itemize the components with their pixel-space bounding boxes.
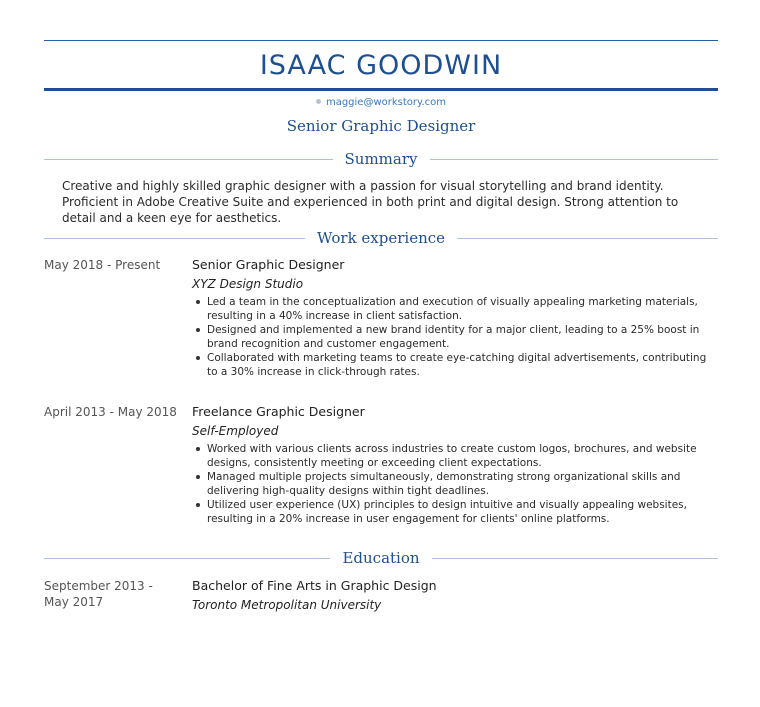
- entry-school: Toronto Metropolitan University: [192, 598, 382, 612]
- top-divider: [44, 40, 718, 41]
- section-divider: [457, 238, 718, 239]
- entry-role: Senior Graphic Designer: [192, 257, 345, 272]
- entry-dates: May 2018 - Present: [44, 258, 161, 272]
- entry-dates: September 2013 - May 2017: [44, 579, 153, 609]
- email-link[interactable]: maggie@workstory.com: [325, 97, 447, 108]
- section-title: Work experience: [316, 229, 446, 247]
- headline-title: Senior Graphic Designer: [286, 117, 476, 135]
- section-divider: [430, 159, 719, 160]
- section-title: Summary: [344, 150, 418, 168]
- entry-company: Self-Employed: [192, 424, 279, 438]
- bullet-item: Managed multiple projects simultaneously, demonstrating strong organizational skills and delivering high-quality designs within tight deadlines.: [207, 470, 714, 498]
- bullet-item: Collaborated with marketing teams to create eye-catching digital advertisements, contributing to a 30% increase in click-through rates.: [207, 351, 714, 379]
- bullet-item: Designed and implemented a new brand identity for a major client, leading to a 25% boost in brand recognition and customer engagement.: [207, 323, 714, 351]
- section-divider: [44, 558, 330, 559]
- bullet-item: Utilized user experience (UX) principles to design intuitive and visually appealing websites, resulting in a 20% increase in user engagement for clients' online platforms.: [207, 498, 714, 526]
- entry-dates: April 2013 - May 2018: [44, 405, 177, 419]
- section-header-summary: [44, 149, 718, 169]
- entry-company: XYZ Design Studio: [192, 277, 304, 291]
- summary-text: Creative and highly skilled graphic designer with a passion for visual storytelling and brand identity. Proficient in Adobe Creative Suite and experienced in both print and digital design. Strong attention to detail and a keen eye for aesthetics.: [62, 179, 679, 225]
- name-divider: [44, 88, 718, 91]
- entry-degree: Bachelor of Fine Arts in Graphic Design: [192, 578, 437, 593]
- section-header-work: [44, 228, 718, 248]
- entry-bullets: [192, 295, 714, 379]
- bullet-item: Led a team in the conceptualization and execution of visually appealing marketing materials, resulting in a 40% increase in client satisfaction.: [207, 295, 714, 323]
- entry-role: Freelance Graphic Designer: [192, 404, 365, 419]
- bullet-item: Worked with various clients across industries to create custom logos, brochures, and website designs, consistently meeting or exceeding client expectations.: [207, 442, 714, 470]
- contact-line: [44, 97, 718, 108]
- entry-detail: [192, 257, 714, 379]
- section-title: Education: [342, 549, 420, 567]
- section-divider: [432, 558, 718, 559]
- entry-bullets: [192, 442, 714, 526]
- bullet-dot-icon: [316, 99, 321, 104]
- section-header-education: [44, 548, 718, 568]
- section-divider: [44, 159, 333, 160]
- section-divider: [44, 238, 305, 239]
- candidate-name: ISAAC GOODWIN: [259, 50, 503, 81]
- entry-detail: [192, 404, 714, 526]
- entry-detail: [192, 578, 714, 613]
